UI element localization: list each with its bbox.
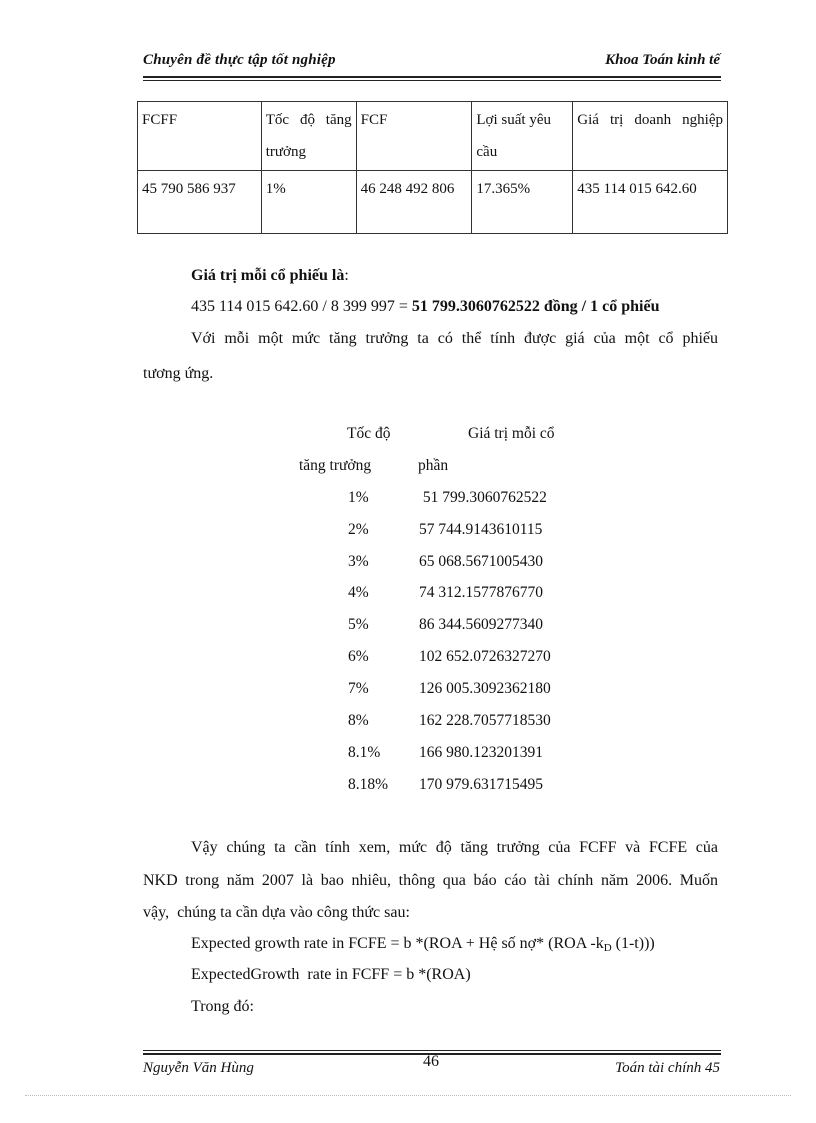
rate-cell: 5% xyxy=(348,616,369,633)
table-header-cell: Lợi suất yêu cầu xyxy=(472,102,573,171)
para1-line2: tương ứng. xyxy=(143,365,214,382)
value-cell: 65 068.5671005430 xyxy=(419,553,543,570)
rate-cell: 4% xyxy=(348,584,369,601)
table-header-cell: FCFF xyxy=(138,102,262,171)
table-cell: 1% xyxy=(261,171,356,234)
formula-fcfe-subscript: D xyxy=(603,942,612,954)
page-bottom-dotted-line xyxy=(25,1095,791,1096)
header-rule xyxy=(143,76,721,78)
rates-col2-header-l1: Giá trị mỗi cổ xyxy=(468,425,555,442)
rate-cell: 3% xyxy=(348,553,369,570)
calc-line xyxy=(191,297,659,317)
rate-cell: 8.18% xyxy=(348,776,389,793)
formula-fcfe-tail: (1-t))) xyxy=(611,935,655,952)
header-rule-thin xyxy=(143,80,721,81)
value-cell: 74 312.1577876770 xyxy=(419,584,543,601)
rate-cell: 8% xyxy=(348,712,369,729)
rates-col2-header-l2: phần xyxy=(418,457,449,474)
share-value-colon: : xyxy=(344,267,349,284)
calc-result: 51 799.3060762522 đồng / 1 cổ phiếu xyxy=(411,298,660,315)
footer-author: Nguyễn Văn Hùng xyxy=(143,1060,254,1076)
share-value-heading xyxy=(191,266,349,286)
value-cell: 166 980.123201391 xyxy=(419,744,543,761)
table-cell: 17.365% xyxy=(472,171,573,234)
table-cell: 45 790 586 937 xyxy=(138,171,262,234)
para1-line1: Với mỗi một mức tăng trưởng ta có thể tính được giá của một cổ phiếu xyxy=(191,330,718,347)
table-header-row xyxy=(138,102,728,171)
trong-do-label: Trong đó: xyxy=(191,998,254,1015)
valuation-table xyxy=(137,101,728,234)
rate-cell: 6% xyxy=(348,648,369,665)
table-cell: 46 248 492 806 xyxy=(356,171,472,234)
formula-fcfe-main: Expected growth rate in FCFE = b *(ROA + Hệ số nợ* (ROA -k xyxy=(191,935,604,952)
value-cell: 102 652.0726327270 xyxy=(419,648,551,665)
calc-expression: 435 114 015 642.60 / 8 399 997 = xyxy=(191,298,412,315)
page-number: 46 xyxy=(423,1053,439,1070)
table-row xyxy=(138,171,728,234)
formula-fcfe xyxy=(191,934,655,958)
value-cell: 162 228.7057718530 xyxy=(419,712,551,729)
para2-line1: Vậy chúng ta cần tính xem, mức độ tăng trưởng của FCFF và FCFE của xyxy=(191,839,718,856)
rates-col1-header-l2: tăng trưởng xyxy=(299,457,372,474)
footer-rule-thin xyxy=(143,1050,721,1051)
header-right-title: Khoa Toán kinh tế xyxy=(605,52,720,68)
value-cell: 51 799.3060762522 xyxy=(419,489,547,506)
header-left-title: Chuyên đề thực tập tốt nghiệp xyxy=(143,52,336,68)
rates-col1-header-l1: Tốc độ xyxy=(347,425,391,442)
value-cell: 170 979.631715495 xyxy=(419,776,543,793)
table-header-cell: Giá trị doanh nghiệp xyxy=(573,102,728,171)
value-cell: 86 344.5609277340 xyxy=(419,616,543,633)
footer-course: Toán tài chính 45 xyxy=(615,1060,720,1076)
rate-cell: 8.1% xyxy=(348,744,381,761)
value-cell: 57 744.9143610115 xyxy=(419,521,543,538)
rate-cell: 1% xyxy=(348,489,369,506)
table-cell: 435 114 015 642.60 xyxy=(573,171,728,234)
rate-cell: 2% xyxy=(348,521,369,538)
share-value-title: Giá trị mỗi cổ phiếu là xyxy=(191,267,345,284)
value-cell: 126 005.3092362180 xyxy=(419,680,551,697)
rate-cell: 7% xyxy=(348,680,369,697)
para2-line3: vậy, chúng ta cần dựa vào công thức sau: xyxy=(143,904,410,921)
table-header-cell: FCF xyxy=(356,102,472,171)
para2-line2: NKD trong năm 2007 là bao nhiêu, thông qua báo cáo tài chính năm 2006. Muốn xyxy=(143,872,718,889)
table-header-cell: Tốc độ tăng trưởng xyxy=(261,102,356,171)
formula-fcff: ExpectedGrowth rate in FCFF = b *(ROA) xyxy=(191,966,471,983)
